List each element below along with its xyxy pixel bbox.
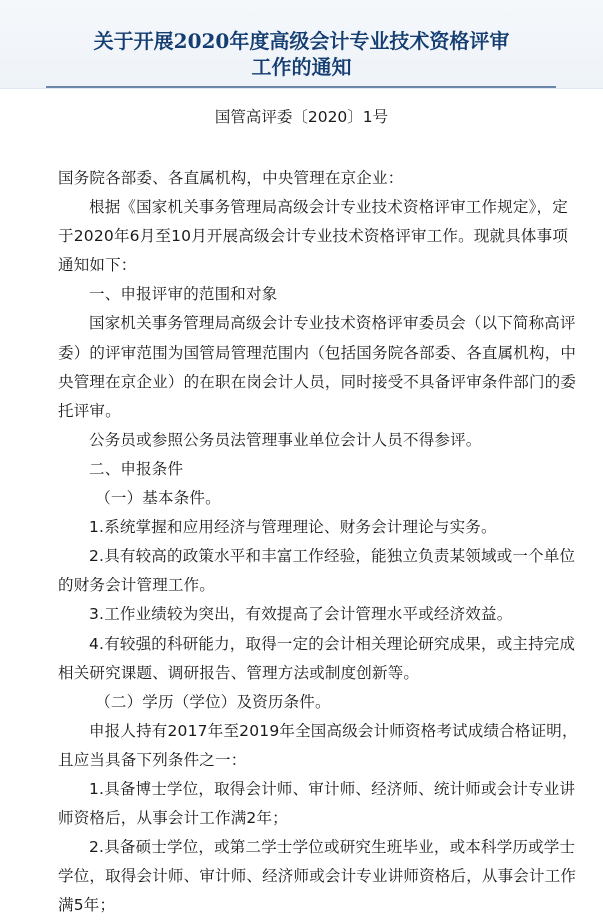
- list-item-2: 2.具有较高的政策水平和丰富工作经验，能独立负责某领域或一个单位的财务会计管理工作。: [58, 547, 576, 595]
- title-divider: [46, 86, 556, 88]
- subheading-basic-conditions: （一）基本条件。: [95, 489, 221, 508]
- paragraph-intro: 根据《国家机关事务管理局高级会计专业技术资格评审工作规定》，定于2020年6月至10月开展高级会计专业技术资格评审工作。现就具体事项通知如下：: [58, 198, 569, 275]
- education-item-2: 2.具备硕士学位，或第二学士学位或研究生班毕业，或本科学历或学士学位，取得会计师、审计师、经济师或会计专业讲师资格后，从事会计工作满5年；: [58, 838, 577, 915]
- title-banner: [0, 0, 603, 89]
- heading-requirements: 二、申报条件: [89, 459, 184, 478]
- paragraph-scope: 国家机关事务管理局高级会计专业技术资格评审委员会（以下简称高评委）的评审范围为国管局管理范围内（包括国务院各部委、各直属机构，中央管理在京企业）的在职在岗会计人员，同时接受不具备评审条件部门的委托评审。: [58, 314, 577, 420]
- document-number: 国管高评委〔2020〕1号: [214, 108, 389, 126]
- heading-scope: 一、申报评审的范围和对象: [89, 285, 278, 304]
- subheading-education: （二）学历（学位）及资历条件。: [95, 692, 331, 711]
- list-item-1: 1.系统掌握和应用经济与管理理论、财务会计理论与实务。: [89, 518, 497, 537]
- paragraph-exclusion: 公务员或参照公务员法管理事业单位会计人员不得参评。: [89, 430, 482, 449]
- paragraph-education-intro: 申报人持有2017年至2019年全国高级会计师资格考试成绩合格证明，且应当具备下列条件之一：: [58, 721, 578, 769]
- salutation: 国务院各部委、各直属机构，中央管理在京企业：: [58, 169, 404, 187]
- education-item-1: 1.具备博士学位，取得会计师、审计师、经济师、统计师或会计专业讲师资格后，从事会计工作满2年；: [58, 779, 576, 828]
- list-item-4: 4.有较强的科研能力，取得一定的会计相关理论研究成果，或主持完成相关研究课题、调研报告、管理方法或制度创新等。: [58, 634, 576, 682]
- document-title: 关于开展2020年度高级会计专业技术资格评审 工作的通知: [93, 29, 510, 79]
- document-body: [58, 164, 578, 920]
- list-item-3: 3.工作业绩较为突出，有效提高了会计管理水平或经济效益。: [89, 605, 513, 624]
